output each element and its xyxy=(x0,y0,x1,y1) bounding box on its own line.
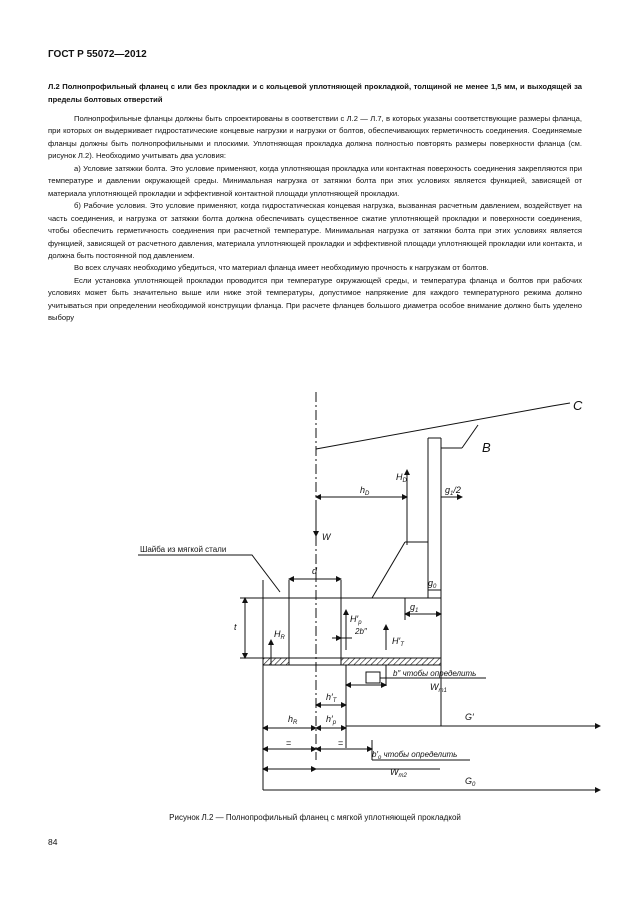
label-HD: $H_D$ xyxy=(396,472,407,484)
label-Gprime: G′ xyxy=(465,712,474,722)
label-HT: $H'_T$ xyxy=(392,636,404,648)
page-number: 84 xyxy=(48,837,58,847)
label-g1: $g_1$ xyxy=(410,602,419,614)
label-washer: Шайба из мягкой стали xyxy=(140,545,227,554)
label-2b: 2b″ xyxy=(355,627,367,636)
paragraph: Во всех случаях необходимо убедиться, что материал фланца имеет необходимую прочность к нагрузкам от болтов. xyxy=(74,263,489,273)
gasket-strip-right xyxy=(341,658,441,665)
label-hp: $h'_p$ xyxy=(326,714,337,726)
label-B: B xyxy=(482,440,491,455)
label-d: d xyxy=(312,566,318,576)
label-b-note: b″ чтобы определить xyxy=(393,669,477,678)
label-hD: $h_D$ xyxy=(360,485,370,497)
label-C: C xyxy=(573,398,583,413)
label-hR: $h_R$ xyxy=(288,714,298,726)
label-hT: $h'_T$ xyxy=(326,692,337,704)
label-t: t xyxy=(234,622,237,632)
line-C xyxy=(316,403,570,449)
label-Hp: $H'_p$ xyxy=(350,614,362,626)
label-G0: $G_0$ xyxy=(465,776,476,788)
gasket-strip-left xyxy=(263,658,289,665)
label-g1-2: $g_1/2$ xyxy=(445,485,461,497)
label-Wm1: $W_{m1}$ xyxy=(430,682,447,694)
label-Wm2: $W_{m2}$ xyxy=(390,767,407,779)
section-heading: Л.2 Полнопрофильный фланец с или без прокладки и с кольцевой уплотняющей прокладкой, толщиной не менее 1,5 мм, и выходящей за пределы болтовых отверстий xyxy=(48,82,582,104)
paragraph: Если установка уплотняющей прокладки проводится при температуре окружающей среды, и температура фланца и болтов при рабочих условиях может быть значительно выше или ниже этой температуры, допустимое напряжение для каждого температурного режима должно учитываться при определении необходимой конструкции фланца. При расчете фланцев большого диаметра особое внимание должно быть уделено выбору xyxy=(48,275,582,323)
figure-caption: Рисунок Л.2 — Полнопрофильный фланец с мягкой уплотняющей прокладкой xyxy=(169,813,461,822)
label-W: W xyxy=(322,532,331,542)
paragraph: б) Рабочие условия. Это условие применяют, когда гидростатическая концевая нагрузка, вызванная расчетным давлением, воздействует на часть соединения, и нагрузка от затяжки болта должна обеспечивать существенное сжатие уплотняющей прокладки и поверхности соединения, чтобы обеспечить герметичность соединения при расчетной температуре. Минимальная нагрузка от затяжки болта при этих условиях является функцией, зависящей от расчетного давления, материала уплотняющей прокладки и эффективной площади уплотняющей прокладки или контакта, и должна быть постоянной под давлением. xyxy=(48,201,582,260)
hub-slope xyxy=(372,542,405,598)
label-g0: $g_0$ xyxy=(428,578,437,590)
label-eq2: = xyxy=(338,738,344,748)
label-b0-note: $b'_o$ чтобы определить xyxy=(372,750,458,761)
document-header: ГОСТ Р 55072—2012 xyxy=(48,49,147,60)
paragraph: а) Условие затяжки болта. Это условие применяют, когда уплотняющая прокладка или контактная поверхность соединения закрепляются при температуре и давлении окружающей среды. Минимальная нагрузка от затяжки болта при этих условиях является функцией, зависящей от материала уплотняющей прокладки и эффективной контактной площади уплотняющей прокладки. xyxy=(48,163,582,198)
label-HR: $H_R$ xyxy=(274,629,285,641)
paragraph: Полнопрофильные фланцы должны быть спроектированы в соответствии с Л.2 — Л.7, в которых указаны соответствующие размеры фланца, при которых он выдерживает гидростатические концевые нагрузки и нагрузки от болтов, обеспечивающих герметичность соединения. Соединяемые фланцы должны быть полнопрофильными и плоскими. Уплотняющая прокладка должна полностью повторять размеры поверхности фланца (см. рисунок Л.2). Необходимо учитывать два условия: xyxy=(48,114,582,161)
label-eq1: = xyxy=(286,738,292,748)
